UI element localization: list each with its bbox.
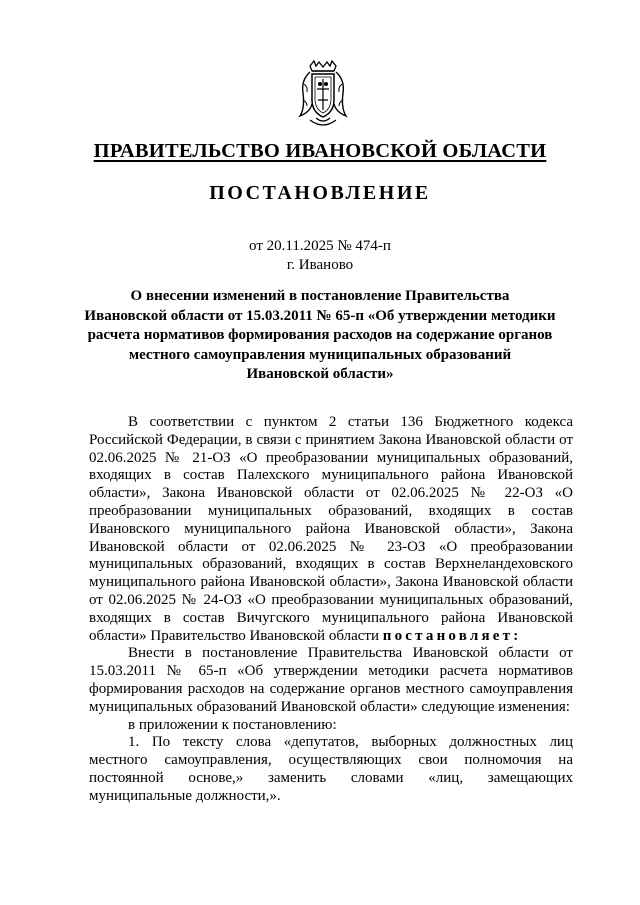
body-paragraph-3: в приложении к постановлению: [128, 716, 337, 733]
subject-line: местного самоуправления муниципальных образований [128, 346, 512, 363]
government-title: ПРАВИТЕЛЬСТВО ИВАНОВСКОЙ ОБЛАСТИ [93, 140, 547, 162]
subject-line: Ивановской области» [246, 366, 394, 383]
city: г. Иваново [286, 257, 354, 273]
resolves-keyword: постановляет: [382, 627, 522, 644]
document-subject [70, 287, 570, 385]
subject-line: О внесении изменений в постановление Правительства [130, 288, 510, 304]
subject-line: расчета нормативов формирования расходов на содержание органов [87, 327, 553, 344]
subject-line: Ивановской области от 15.03.2011 № 65-п «Об утверждении методики [84, 307, 556, 324]
body-paragraph-1-text: В соответствии с пунктом 2 статьи 136 Бюджетного кодекса Российской Федерации, в связи с принятием Закона Ивановской области от 02.06.2025 № 21-ОЗ «О преобразовании муниципальных образований, входящих в состав Палехского муниципального района Ивановской области», Закона Ивановской области от 02.06.2025 № 22-ОЗ «О преобразовании муниципальных образований, входящих в состав Ивановского муниципального района Ивановской области», Закона Ивановской области от 02.06.2025 № 23-ОЗ «О преобразовании муниципальных образований, входящих в состав Верхнеландеховского муниципального района Ивановской области», Закона Ивановской области от 02.06.2025 № 24-ОЗ «О преобразовании муниципальных образований, входящих в состав Вичугского муниципального района Ивановской области» Правительство Ивановской области [89, 414, 573, 644]
date-number: от 20.11.2025 № 474-п [249, 238, 391, 254]
document-type: ПОСТАНОВЛЕНИЕ [209, 182, 431, 204]
body-paragraph-4: 1. По тексту слова «депутатов, выборных должностных лиц местного самоуправления, осуществляющих свои полномочия на постоянной основе,» заменить словами «лиц, замещающих муниципальные должности,». [89, 734, 573, 804]
body-paragraph-1 [89, 414, 573, 645]
document-meta [60, 237, 580, 275]
body-paragraph-2: Внести в постановление Правительства Ивановской области от 15.03.2011 № 65-п «Об утверждении методики расчета нормативов формирования расходов на содержание органов местного самоуправления муниципальных образований Ивановской области» следующие изменения: [89, 645, 573, 715]
coat-of-arms-icon [296, 60, 350, 130]
document-body [89, 414, 573, 806]
